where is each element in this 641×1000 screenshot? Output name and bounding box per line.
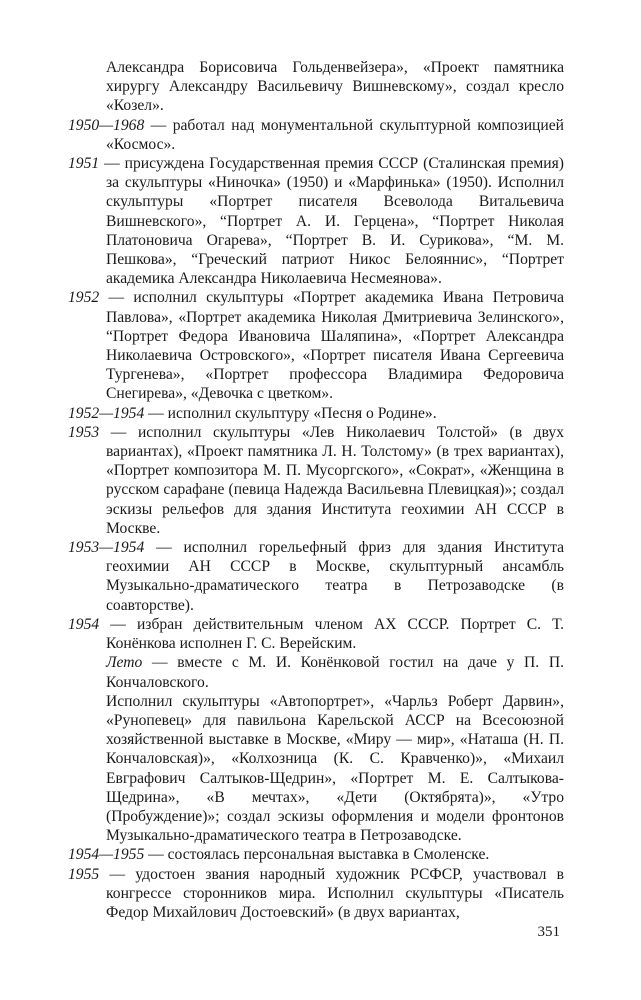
page-number: 351 — [537, 924, 560, 940]
entry-text: — исполнил скульптуры «Лев Николаевич Толстой» (в двух вариантах), «Проект памятника Л. Н. Толстому» (в трех вариантах), «Портрет композитора М. П. Мусоргского», «Сократ», «Женщина в русском сарафане (певица Надежда Васильевна Плевицкая)»; создал эскизы рельефов для здания Института геохимии АН СССР в Москве. — [99, 423, 564, 537]
chronology-entry — [68, 845, 564, 864]
chronology-entry — [68, 288, 564, 403]
chronology-entry — [68, 615, 564, 653]
entry-text: — исполнил скульптуру «Песня о Родине». — [144, 404, 437, 422]
chronology-entry — [68, 404, 564, 423]
page-body — [68, 58, 564, 922]
entry-text: — исполнил горельефный фриз для здания Института геохимии АН СССР в Москве, скульптурный ансамбль Музыкально-драматического театра в Петрозаводске (в соавторстве). — [106, 539, 564, 614]
entry-year: 1950—1968 — [68, 116, 145, 134]
chronology-entry — [68, 865, 564, 923]
chronology-entry — [68, 423, 564, 538]
entry-text: — исполнил скульптуры «Портрет академика Ивана Петровича Павлова», «Портрет академика Николая Дмитриевича Зелинского», “Портрет Федора Ивановича Шаляпина», «Портрет Александра Николаевича Островского», «Портрет писателя Ивана Сергеевича Тургенева», «Портрет профессора Владимира Федоровича Снегирева», «Девочка с цветком». — [99, 289, 564, 403]
entry-year: 1952 — [68, 289, 100, 307]
summer-lead: Лето — [106, 654, 143, 672]
chronology-entry — [68, 116, 564, 154]
entry-year: 1954 — [68, 615, 100, 633]
entry-text: — работал над монументальной скульптурной композицией «Космос». — [106, 116, 564, 153]
entry-year: 1953 — [68, 423, 100, 441]
continued-paragraph: Александра Борисовича Гольденвейзера», «Проект памятника хирургу Александру Васильевичу Вишневскому», создал кресло «Козел». — [106, 59, 564, 115]
entry-year: 1953—1954 — [68, 539, 145, 557]
entry-year: 1954—1955 — [68, 846, 145, 864]
summer-paragraph — [68, 653, 564, 691]
chronology-entry — [68, 154, 564, 288]
entry-text: — присуждена Государственная премия СССР (Сталинская премия) за скульптуры «Ниночка» (1950) и «Марфинька» (1950). Исполнил скульптуры «Портрет писателя Всеволода Витальевича Вишневского», “Портрет А. И. Герцена», “Портрет Николая Платоновича Огарева», “Портрет В. И. Сурикова», “М. М. Пешкова», “Греческий патриот Никос Белояннис», “Портрет академика Александра Николаевича Несмеянова». — [99, 155, 564, 288]
entry-text: — избран действительным членом АХ СССР. Портрет С. Т. Конёнкова исполнен Г. С. Верейским. — [99, 615, 564, 653]
entry-year: 1951 — [68, 155, 100, 173]
entry-year: 1955 — [68, 865, 100, 883]
entry-year: 1952—1954 — [68, 404, 145, 422]
entry-text: — состоялась персональная выставка в Смоленске. — [144, 846, 490, 864]
chronology-entry — [68, 538, 564, 615]
works-paragraph: Исполнил скульптуры «Автопортрет», «Чарльз Роберт Дарвин», «Рунопевец» для павильона Карельской АССР на Всесоюзной хозяйственной выставке в Москве, «Миру — мир», «Наташа (Н. П. Кончаловская)», «Колхозница (К. С. Кравченко)», «Михаил Евграфович Салтыков-Щедрин», «Портрет М. Е. Салтыкова-Щедрина», «В мечтах», «Дети (Октябрята)», «Утро (Пробуждение)»; создал эскизы оформления и модели фронтонов Музыкально-драматического театра в Петрозаводске. — [106, 692, 564, 845]
summer-text: — вместе с М. И. Конёнковой гостил на даче у П. П. Кончаловского. — [106, 654, 564, 691]
entry-text: — удостоен звания народный художник РСФСР, участвовал в конгрессе сторонников мира. Исполнил скульптуры «Писатель Федор Михайлович Достоевский» (в двух вариантах, — [99, 865, 564, 921]
